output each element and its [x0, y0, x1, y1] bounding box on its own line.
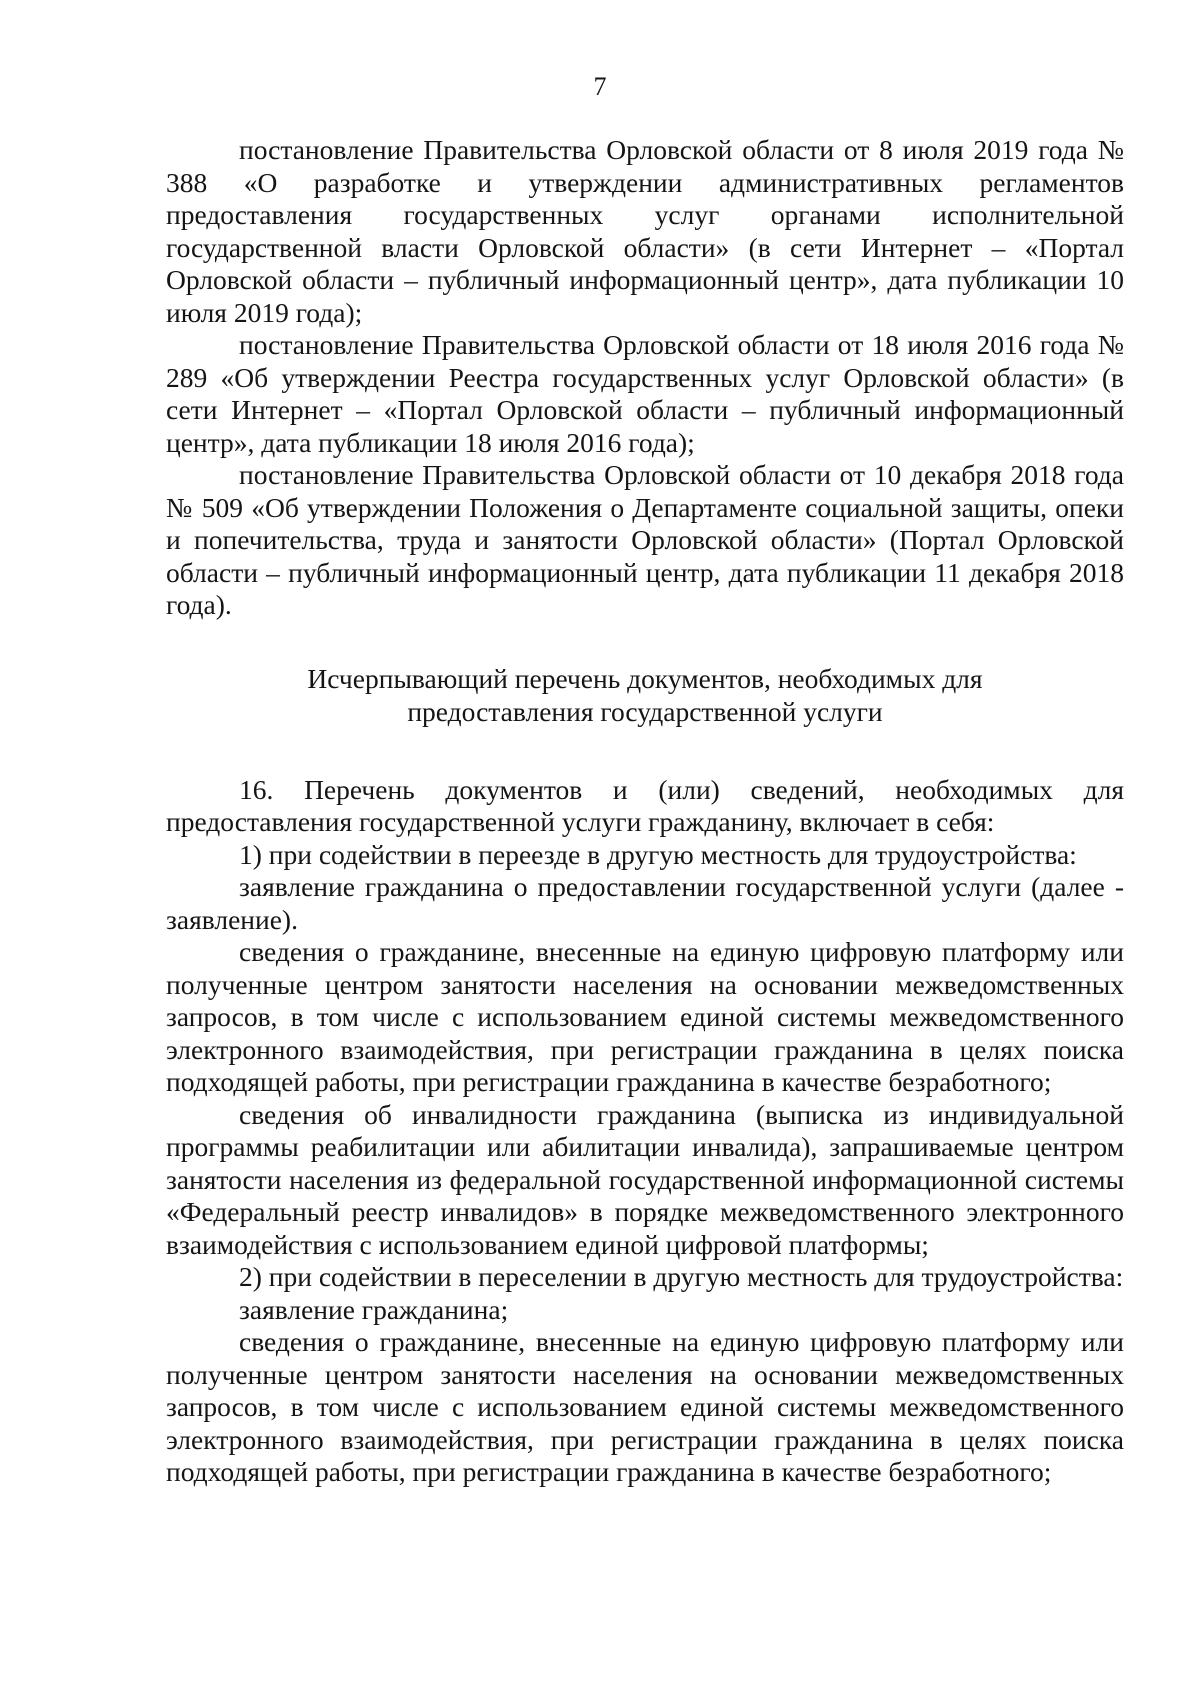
paragraph-resolution-388: постановление Правительства Орловской области от 8 июля 2019 года № 388 «О разработке и утверждении административных регламентов предоставления государственных услуг органами исполнительной государственной власти Орловской области» (в сети Интернет – «Портал Орловской области – публичный информационный центр», дата публикации 10 июля 2019 года);	[166, 134, 1124, 328]
paragraph-citizen-info-2: сведения о гражданине, внесенные на единую цифровую платформу или полученные центром занятости населения на основании межведомственных запросов, в том числе с использованием единой системы межведомственного электронного взаимодействия, при регистрации гражданина в целях поиска подходящей работы, при регистрации гражданина в качестве безработного;	[166, 1326, 1124, 1487]
section-heading	[166, 662, 1124, 728]
paragraph-citizen-info: сведения о гражданине, внесенные на единую цифровую платформу или полученные центром занятости населения на основании межведомственных запросов, в том числе с использованием единой системы межведомственного электронного взаимодействия, при регистрации гражданина в целях поиска подходящей работы, при регистрации гражданина в качестве безработного;	[166, 936, 1124, 1097]
section-heading-line-1: Исчерпывающий перечень документов, необходимых для	[307, 662, 983, 694]
paragraph-resolution-509: постановление Правительства Орловской области от 10 декабря 2018 года № 509 «Об утверждении Положения о Департаменте социальной защиты, опеки и попечительства, труда и занятости Орловской области» (Портал Орловской области – публичный информационный центр, дата публикации 11 декабря 2018 года).	[166, 459, 1124, 620]
paragraph-disability-info: сведения об инвалидности гражданина (выписка из индивидуальной программы реабилитации или абилитации инвалида), запрашиваемые центром занятости населения из федеральной государственной информационной системы «Федеральный реестр инвалидов» в порядке межведомственного электронного взаимодействия с использованием единой цифровой платформы;	[166, 1098, 1124, 1260]
paragraph-resolution-289: постановление Правительства Орловской области от 18 июля 2016 года № 289 «Об утверждении Реестра государственных услуг Орловской области» (в сети Интернет – «Портал Орловской области – публичный информационный центр», дата публикации 18 июля 2016 года);	[166, 329, 1124, 458]
page-number: 7	[593, 72, 607, 101]
paragraph-application: заявление гражданина о предоставлении государственной услуги (далее - заявление).	[166, 871, 1124, 935]
document-body	[166, 134, 1124, 1489]
section-heading-line-2: предоставления государственной услуги	[407, 695, 883, 727]
paragraph-item-16: 16. Перечень документов и (или) сведений, необходимых для предоставления государственной услуги гражданину, включает в себя:	[166, 773, 1124, 837]
paragraph-subitem-2: 2) при содействии в переселении в другую местность для трудоустройства:	[239, 1261, 1124, 1292]
paragraph-subitem-1: 1) при содействии в переезде в другую местность для трудоустройства:	[239, 838, 1077, 870]
paragraph-citizen-application: заявление гражданина;	[239, 1293, 509, 1325]
